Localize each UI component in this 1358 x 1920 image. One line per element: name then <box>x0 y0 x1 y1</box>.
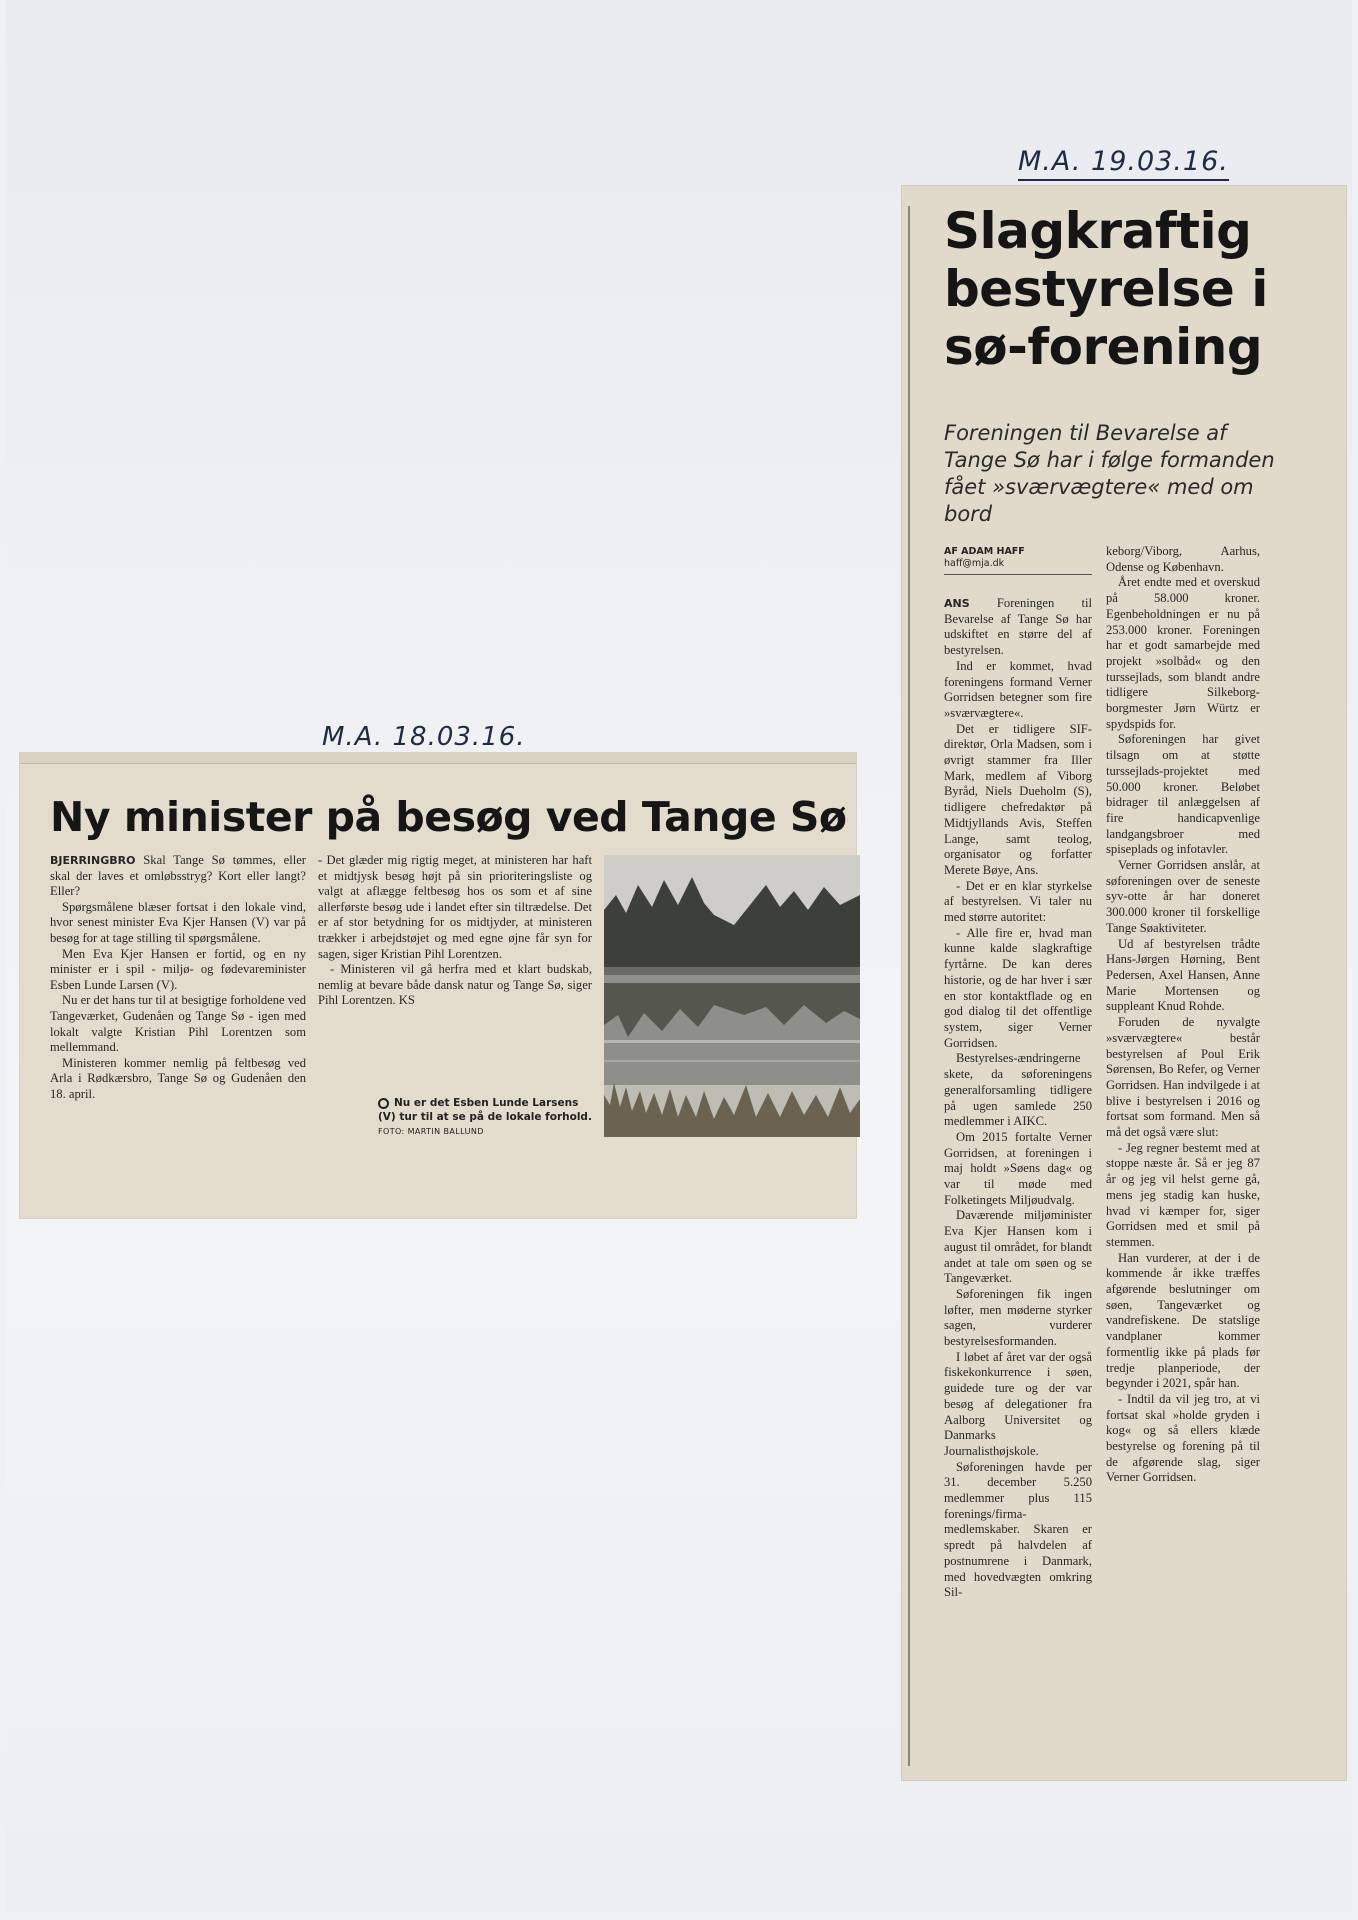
paragraph: I løbet af året var der også fiskekonkurrence i søen, guidede ture og der var besøg af delegationer fra Aalborg Universitet og Danmarks Journalisthøjskole. <box>944 1349 1092 1458</box>
clipping-top-strip <box>20 753 856 764</box>
paragraph: BJERRINGBRO Skal Tange Sø tømmes, eller skal der laves et omløbsstryg? Kort eller langt? Eller? <box>50 853 306 899</box>
photo-credit: FOTO: MARTIN BALLUND <box>378 1127 484 1136</box>
paragraph: ANS Foreningen til Bevarelse af Tange Sø har udskiftet en større del af bestyrelsen. <box>944 596 1092 658</box>
paragraph: Søforeningen har givet tilsagn om at støtte turssejlads-projektet med 50.000 kroner. Beløbet bidrager til anlæggelsen af fire handicapvenlige landgangsbroer med spiseplads og infotavler. <box>1106 732 1260 857</box>
paragraph: Han vurderer, at der i de kommende år ikke træffes afgørende beslutninger om søen, Tangeværket og vandrefiskene. De statslige vandplaner kommer formentlig ikke på plads før tredje planperiode, der begynder i 2021, spår han. <box>1106 1250 1260 1391</box>
clipping-headline: Ny minister på besøg ved Tange Sø <box>50 793 847 841</box>
paragraph: - Jeg regner bestemt med at stoppe næste år. Så er jeg 87 år og jeg vil helst gerne gå, mens jeg stadig kan huske, hvad vi kæmper for, siger Gorridsen med et smil på stemmen. <box>1106 1140 1260 1249</box>
paragraph: - Alle fire er, hvad man kunne kalde slagkraftige fyrtårne. De kan deres historie, og de har hver i sær en stor kontaktflade og en god dialog til det offentlige system, siger Verner Gorridsen. <box>944 925 1092 1050</box>
paragraph: - Ministeren vil gå herfra med et klart budskab, nemlig at bevare både dansk natur og Tange Sø, siger Pihl Lorentzen. KS <box>318 962 592 1008</box>
article-column-2 <box>318 853 592 1009</box>
paragraph: Verner Gorridsen anslår, at søforeningen over de seneste syv-otte år har doneret 300.000 kroner til forskellige Tange Søaktiviteter. <box>1106 858 1260 935</box>
newspaper-clipping-lake-association <box>902 186 1346 1780</box>
lake-photo <box>604 855 860 1137</box>
paragraph: Nu er det hans tur til at besigtige forholdene ved Tangeværket, Gudenåen og Tange Sø - igen med lokalt valgte Kristian Pihl Lorentzen som mellemmand. <box>50 993 306 1055</box>
article-column-1 <box>944 596 1092 1601</box>
paragraph: Søforeningen fik ingen løfter, men møderne styrker sagen, vurderer bestyrelsesformanden. <box>944 1286 1092 1349</box>
paragraph: keborg/Viborg, Aarhus, Odense og København. <box>1106 544 1260 574</box>
newspaper-clipping-minister <box>20 753 856 1218</box>
paragraph: Daværende miljøminister Eva Kjer Hansen kom i august til området, for blandt andet at tale om søen og se Tangeværket. <box>944 1208 1092 1286</box>
handwritten-date-1: M.A. 18.03.16. <box>322 722 526 752</box>
clipping-subheadline: Foreningen til Bevarelse af Tange Sø har i følge formanden fået »sværvægtere« med om bord <box>944 421 1275 526</box>
dateline: ANS <box>944 597 970 610</box>
paragraph: Om 2015 fortalte Verner Gorridsen, at foreningen i maj holdt »Søens dag« og var til møde med Folketingets Miljøudvalg. <box>944 1129 1092 1207</box>
paragraph: Ministeren kommer nemlig på feltbesøg ved Arla i Rødkærsbro, Tange Sø og Gudenåen den 18. april. <box>50 1055 306 1101</box>
clipping-headline: Slagkraftig bestyrelse i sø-forening <box>944 202 1268 376</box>
paragraph: - Indtil da vil jeg tro, at vi fortsat skal »holde gryden i kog« og så ellers klæde bestyrelse og forening på til de afgørende slag, siger Verner Gorridsen. <box>1106 1391 1260 1485</box>
paragraph: Bestyrelses-ændringerne skete, da søforeningens generalforsamling tidligere på ugen samlede 250 medlemmer i AIKC. <box>944 1051 1092 1129</box>
bullet-icon <box>378 1098 389 1109</box>
paragraph: Søforeningen havde per 31. december 5.250 medlemmer plus 115 forenings/firma-medlemskaber. Skaren er spredt på halvdelen af postnumrene i Danmark, med hovedvægten omkring Sil- <box>944 1459 1092 1600</box>
dateline: BJERRINGBRO <box>50 854 136 867</box>
paragraph: Spørgsmålene blæser fortsat i den lokale vind, hvor senest minister Eva Kjer Hansen (V) var på besøg for at tage stilling til spørgsmålene. <box>50 899 306 945</box>
paragraph: Det er tidligere SIF-direktør, Orla Madsen, som i øvrigt stammer fra Iller Mark, medlem af Viborg Byråd, Niels Dueholm (S), tidligere chefredaktør på Midtjyllands Avis, Steffen Lange, samt teolog, organisator og forfatter Merete Bøye, Ans. <box>944 721 1092 877</box>
photo-caption: Nu er det Esben Lunde Larsens (V) tur til at se på de lokale forhold. FOTO: MARTIN BALLUND <box>378 1097 592 1136</box>
byline-email: haff@mja.dk <box>944 558 1005 569</box>
article-column-1 <box>50 853 306 1103</box>
byline <box>944 546 1092 575</box>
paragraph: Ud af bestyrelsen trådte Hans-Jørgen Hørning, Bent Pedersen, Axel Hansen, Anne Marie Mortensen og suppleant Knud Rohde. <box>1106 936 1260 1014</box>
handwritten-date-2: M.A. 19.03.16. <box>1018 146 1229 181</box>
paragraph: Foruden de nyvalgte »sværvægtere« består bestyrelsen af Poul Erik Sørensen, Bo Refer, og Verner Gorridsen. Han indvilgede i at blive i bestyrelsen i 2016 og fortsat som formand. Men så må det også være slut: <box>1106 1015 1260 1140</box>
byline-author: AF ADAM HAFF <box>944 546 1025 557</box>
paragraph: Men Eva Kjer Hansen er fortid, og en ny minister er i spil - miljø- og fødevareminister Esben Lunde Larsen (V). <box>50 946 306 992</box>
paragraph: Ind er kommet, hvad foreningens formand Verner Gorridsen betegner som fire »sværvægtere«. <box>944 658 1092 720</box>
paragraph: - Det er en klar styrkelse af bestyrelsen. Vi taler nu med større autoritet: <box>944 878 1092 925</box>
paragraph: - Det glæder mig rigtig meget, at ministeren har haft et midtjysk besøg højt på sin prioriteringsliste og valgt at aflægge feltbesøg hos os som et af sine allerførste besøg ude i landet efter sin tiltrædelse. Det er af stor betydning for os midtjyder, at ministeren trækker i arbejdstøjet og med egne øjne får syn for sagen, siger Kristian Pihl Lorentzen. <box>318 853 592 961</box>
article-column-2 <box>1106 544 1260 1486</box>
paragraph: Året endte med et overskud på 58.000 kroner. Egenbeholdningen er nu på 253.000 kroner. Foreningen har et godt samarbejde med projekt »solbåd« og den turssejlads, som blandt andre tidligere Silkeborg-borgmester Jørn Würtz er spydspids for. <box>1106 575 1260 731</box>
column-rule <box>908 206 910 1766</box>
